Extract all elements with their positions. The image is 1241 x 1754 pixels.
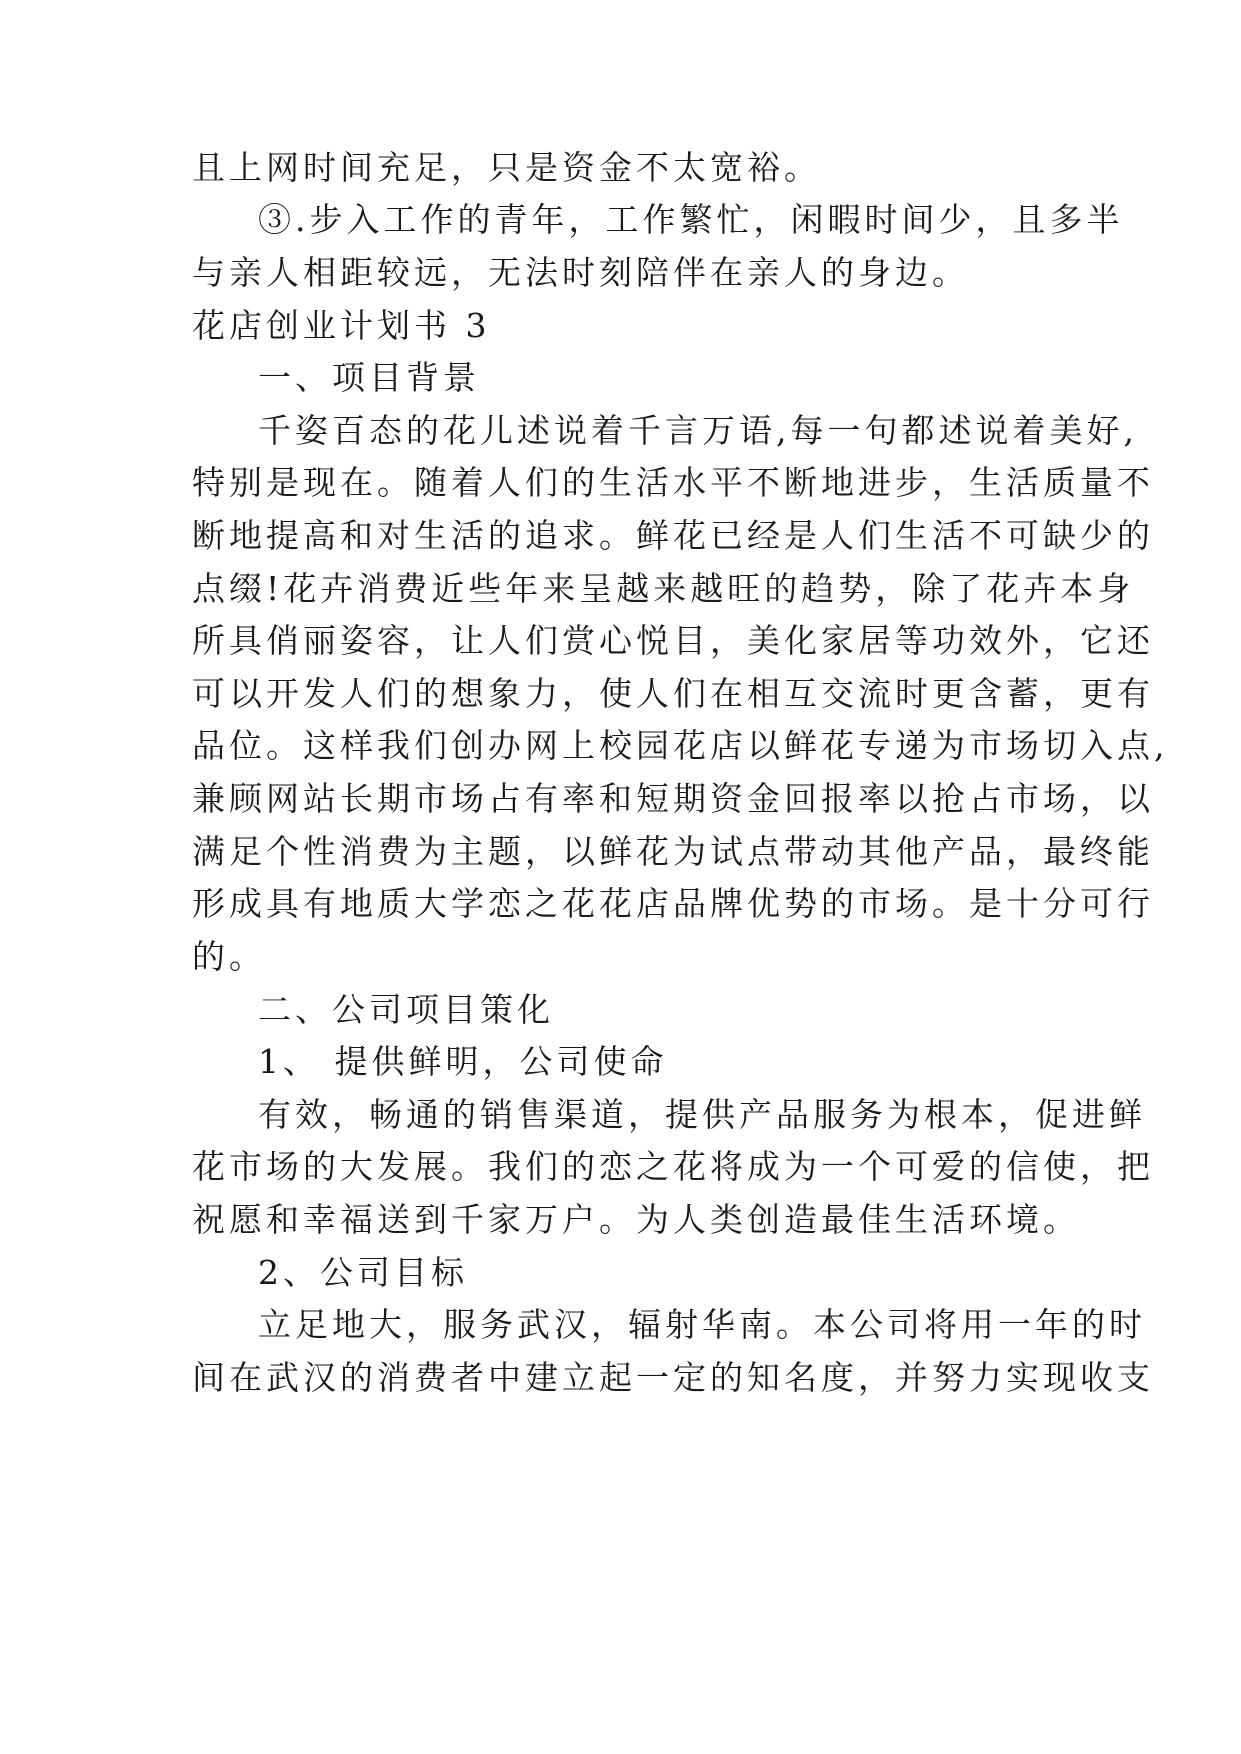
paragraph-line: 立足地大，服务武汉，辐射华南。本公司将用一年的时 [258, 1305, 1146, 1344]
paragraph-line: 千姿百态的花儿述说着千言万语,每一句都述说着美好, [258, 411, 1138, 450]
paragraph-line: 特别是现在。随着人们的生活水平不断地进步，生活质量不 [192, 463, 1154, 502]
paragraph-line: 祝愿和幸福送到千家万户。为人类创造最佳生活环境。 [192, 1200, 1080, 1239]
paragraph-line: 的。 [192, 937, 266, 976]
paragraph-line: 点缀!花卉消费近些年来呈越来越旺的趋势，除了花卉本身 [192, 569, 1135, 608]
section-heading: 一、项目背景 [258, 358, 480, 397]
paragraph-line: 形成具有地质大学恋之花花店品牌优势的市场。是十分可行 [192, 884, 1154, 923]
paragraph-line: 与亲人相距较远，无法时刻陪伴在亲人的身边。 [192, 253, 969, 292]
subsection-heading: 1、 提供鲜明，公司使命 [258, 1042, 668, 1081]
section-heading: 二、公司项目策化 [258, 990, 554, 1029]
paragraph-line: 断地提高和对生活的追求。鲜花已经是人们生活不可缺少的 [192, 516, 1154, 555]
paragraph-line: 品位。这样我们创办网上校园花店以鲜花专递为市场切入点, [192, 726, 1169, 765]
paragraph-line: 有效，畅通的销售渠道，提供产品服务为根本，促进鲜 [258, 1095, 1146, 1134]
paragraph-line: 所具俏丽姿容，让人们赏心悦目，美化家居等功效外，它还 [192, 621, 1154, 660]
paragraph-line: 间在武汉的消费者中建立起一定的知名度，并努力实现收支 [192, 1358, 1154, 1397]
paragraph-line: 满足个性消费为主题，以鲜花为试点带动其他产品，最终能 [192, 832, 1154, 871]
paragraph-line: 且上网时间充足，只是资金不太宽裕。 [192, 148, 821, 187]
paragraph-line: 可以开发人们的想象力，使人们在相互交流时更含蓄，更有 [192, 674, 1154, 713]
section-title: 花店创业计划书 3 [192, 306, 491, 345]
subsection-heading: 2、公司目标 [258, 1253, 468, 1292]
paragraph-line: 兼顾网站长期市场占有率和短期资金回报率以抢占市场，以 [192, 779, 1154, 818]
paragraph-line: ③.步入工作的青年，工作繁忙，闲暇时间少，且多半 [258, 200, 1124, 239]
paragraph-line: 花市场的大发展。我们的恋之花将成为一个可爱的信使，把 [192, 1147, 1154, 1186]
